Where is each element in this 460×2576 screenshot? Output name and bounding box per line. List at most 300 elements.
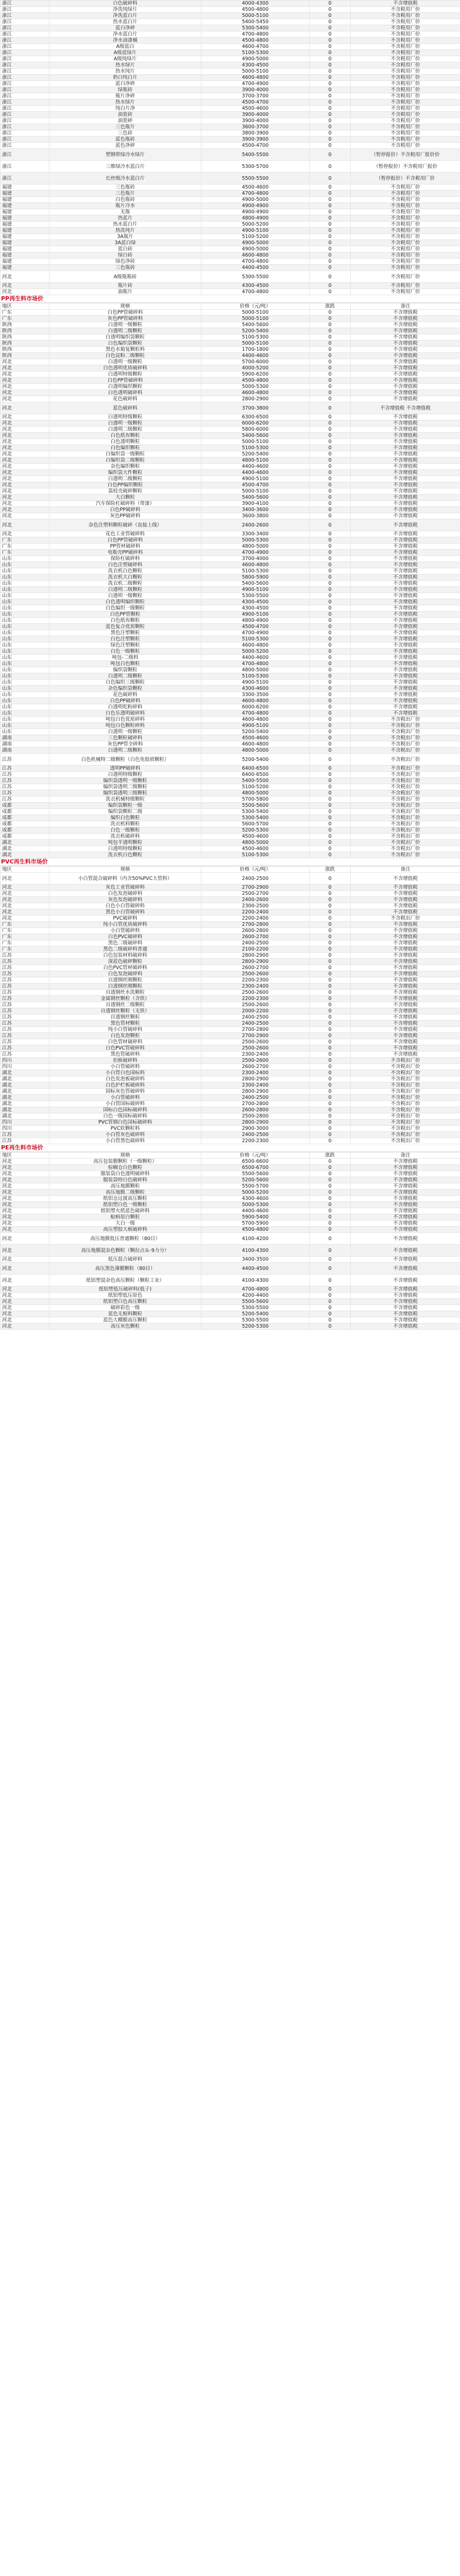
region-cell: 山东 [1,581,49,587]
price-cell: 5200-5400 [201,754,310,766]
spec-cell: 白色PVC管破碎料 [49,1045,201,1052]
region-cell: 四川 [1,1126,49,1132]
region-cell: 浙江 [1,161,49,173]
price-cell: 5300-5500 [201,271,310,283]
price-cell: 4900-5100 [201,476,310,482]
note-cell: 不含增值税 [351,513,460,519]
region-cell: 河北 [1,1233,49,1245]
table-row [1,649,460,655]
spec-cell: 白色注塑破碎料 [49,562,201,568]
spec-cell: 白色破碎料 [49,1,201,7]
change-cell: 0 [310,50,351,56]
table-row [1,265,460,271]
price-cell: 4700-4900 [201,630,310,636]
note-cell: 不含增值税 [351,1196,460,1202]
price-cell: 2200-2300 [201,977,310,984]
change-cell: 0 [310,234,351,240]
table-row [1,1214,460,1221]
note-cell: 不含税出厂价 [351,840,460,846]
price-cell: 2800-2900 [201,953,310,959]
change-cell: 0 [310,44,351,50]
price-cell: 5300-5700 [201,161,310,173]
region-cell: 浙江 [1,81,49,87]
price-cell: 4400-4500 [201,265,310,271]
note-cell: 不含增值税 [351,1202,460,1208]
price-cell: 4700-4900 [201,550,310,556]
table-row [1,50,460,56]
region-cell: 江苏 [1,990,49,996]
table-row [1,445,460,451]
region-cell: 江苏 [1,996,49,1002]
price-cell: 5100-5300 [201,673,310,680]
region-cell: 河北 [1,531,49,537]
price-cell: 4700-4800 [201,191,310,197]
change-cell: 0 [310,507,351,513]
region-cell: 江苏 [1,953,49,959]
spec-cell: 蓝白净碎 [49,81,201,87]
region-cell: 陕西 [1,328,49,334]
region-cell: 江苏 [1,796,49,803]
column-header: 规格 [49,1153,201,1159]
table-row [1,433,460,439]
change-cell: 0 [310,873,351,885]
spec-cell: 白透明二级颗粒 [49,748,201,754]
spec-cell: 白色一级颗粒 [49,649,201,655]
price-cell: 2100-2200 [201,946,310,953]
region-cell: 浙江 [1,1,49,7]
table-row [1,106,460,112]
price-cell: 5000-5300 [201,537,310,544]
pet-section [0,0,460,295]
price-cell: 4500-4600 [201,735,310,741]
table-row [1,371,460,378]
table-row [1,197,460,203]
column-header: 规格 [49,303,201,310]
note-cell: 不含增值税 [351,347,460,353]
change-cell: 0 [310,347,351,353]
spec-cell: 3A蓝白绿 [49,240,201,246]
price-cell: 4500-4800 [201,38,310,44]
table-row [1,809,460,815]
change-cell: 0 [310,834,351,840]
price-cell: 4900-5100 [201,612,310,618]
change-cell: 0 [310,544,351,550]
table-row [1,965,460,971]
spec-cell: 编织袋颗粒一级 [49,803,201,809]
region-cell: 浙江 [1,75,49,81]
spec-cell: 吨包半透明颗粒 [49,840,201,846]
note-cell: 不含增值税 [351,310,460,316]
note-cell: 不含税用厂价 [351,118,460,124]
note-cell: 不含税用厂价 [351,259,460,265]
spec-cell: 花色破碎料 [49,396,201,402]
region-cell: 山东 [1,618,49,624]
table-row [1,1221,460,1227]
region-cell: 成都 [1,803,49,809]
note-cell: 不含增值税 [351,680,460,686]
table-row [1,246,460,252]
region-cell: 河北 [1,464,49,470]
region-cell: 浙江 [1,106,49,112]
region-cell: 河北 [1,507,49,513]
spec-cell: 纸铝塑白色一级颗粒 [49,1202,201,1208]
table-row [1,476,460,482]
spec-cell: 白色透明破碎料 [49,390,201,396]
change-cell: 0 [310,729,351,735]
price-cell: 2400-2500 [201,940,310,946]
column-header: 价格（元/吨） [201,867,310,873]
note-cell: 不含增值税 [351,990,460,996]
region-cell: 河北 [1,402,49,414]
note-cell: 不含增值税 [351,692,460,698]
spec-cell: 小白管破碎料 [49,928,201,934]
region-cell: 湖北 [1,852,49,858]
change-cell: 0 [310,1263,351,1275]
change-cell: 0 [310,1033,351,1039]
note-cell: 不含税用厂价 [351,106,460,112]
table-row [1,544,460,550]
note-cell: 不含增值税 [351,959,460,965]
change-cell: 0 [310,772,351,778]
table-row [1,203,460,209]
change-cell: 0 [310,322,351,328]
note-cell: 不含税出厂价 [351,766,460,772]
price-cell: 2800-2900 [201,1076,310,1082]
note-cell: 不含税出厂价 [351,803,460,809]
table-row [1,922,460,928]
table-row [1,846,460,852]
spec-cell: 灰色工业管破碎料 [49,885,201,891]
spec-cell: 蛤蚪原白颗粒 [49,1214,201,1221]
table-row [1,482,460,488]
change-cell: 0 [310,1245,351,1257]
spec-cell: 白色护栏板破碎料 [49,1082,201,1089]
region-cell: 山东 [1,630,49,636]
table-row [1,636,460,642]
change-cell: 0 [310,1039,351,1045]
table-row [1,680,460,686]
table-row [1,984,460,990]
note-cell: 不含税用厂价 [351,25,460,31]
price-cell: 3300-3500 [201,692,310,698]
table-row [1,940,460,946]
price-cell: 4000-4300 [201,1,310,7]
table-row [1,1002,460,1008]
change-cell: 0 [310,1120,351,1126]
table-row [1,328,460,334]
note-cell: 不含增值税 [351,1014,460,1021]
note-cell: 不含税出厂价 [351,748,460,754]
note-cell: 不含增值税 [351,1221,460,1227]
region-cell: 四川 [1,1058,49,1064]
pp-title: PP再生料市场价 [0,295,460,303]
region-cell: 山东 [1,599,49,605]
region-cell: 浙江 [1,69,49,75]
change-cell: 0 [310,31,351,38]
spec-cell: PVC破碎料 [49,916,201,922]
note-cell: 不含增值税 [351,897,460,903]
price-cell: 5500-5700 [201,1183,310,1190]
region-cell: 广东 [1,934,49,940]
spec-cell: 灰色PP破碎料 [49,513,201,519]
table-row [1,821,460,827]
region-cell: 河北 [1,885,49,891]
note-cell: 不含税出厂价 [351,1138,460,1144]
price-cell: 6500-6700 [201,1165,310,1171]
table-row [1,977,460,984]
price-cell: 3700-4000 [201,556,310,562]
note-cell: 不含增值税 [351,1214,460,1221]
note-cell: 不含税用厂价 [351,99,460,106]
table-row [1,228,460,234]
price-cell: 4700-4800 [201,289,310,295]
price-cell: 4900-5000 [201,197,310,203]
note-cell: 不含税出厂价 [351,754,460,766]
note-cell: 不含增值税 [351,341,460,347]
price-cell: 5500-5500 [201,173,310,184]
spec-cell: 白色一级颗粒 [49,827,201,834]
region-cell: 福建 [1,228,49,234]
note-cell: 不含增值税 [351,439,460,445]
table-row [1,1317,460,1324]
change-cell: 0 [310,161,351,173]
spec-cell: 三色瓶片 [49,124,201,130]
note-cell: 不含税出厂价 [351,796,460,803]
pe-table [0,1152,460,1330]
note-cell: 不含增值税 [351,445,460,451]
spec-cell: 编织袋透明一级颗粒 [49,778,201,784]
region-cell: 江苏 [1,1132,49,1138]
change-cell: 0 [310,574,351,581]
spec-cell: 白透明二级颗粒 [49,673,201,680]
change-cell: 0 [310,427,351,433]
change-cell: 0 [310,717,351,723]
region-cell: 山东 [1,612,49,618]
change-cell: 0 [310,1275,351,1286]
price-cell: 5400-5600 [201,581,310,587]
price-cell: 4900-5100 [201,228,310,234]
change-cell: 0 [310,667,351,673]
table-row [1,31,460,38]
price-cell: 4300-4600 [201,1196,310,1202]
price-cell: 2600-2700 [201,934,310,940]
table-row [1,130,460,137]
region-cell: 陕西 [1,353,49,359]
table-row [1,729,460,735]
table-row [1,916,460,922]
spec-cell: 灰色PP管破碎料 [49,316,201,322]
spec-cell: 白透明特级颗粒 [49,414,201,420]
table-row [1,748,460,754]
note-cell: 不含增值税 [351,940,460,946]
change-cell: 0 [310,1299,351,1305]
change-cell: 0 [310,1045,351,1052]
table-row [1,1058,460,1064]
column-header: 涨跌 [310,867,351,873]
note-cell: 不含税用厂价 [351,215,460,222]
table-row [1,359,460,365]
spec-cell: 小白管破碎料 [49,1095,201,1101]
spec-cell: 黑色注塑颗粒 [49,630,201,636]
change-cell: 0 [310,283,351,289]
spec-cell: 蓝色瓶砖 [49,137,201,143]
table-row [1,396,460,402]
region-cell: 河北 [1,891,49,897]
region-cell: 陕西 [1,341,49,347]
price-cell: 4600-4800 [201,390,310,396]
price-cell: 3400-3500 [201,1257,310,1263]
region-cell: 陕西 [1,322,49,328]
change-cell: 0 [310,1,351,7]
table-row [1,717,460,723]
table-row [1,1190,460,1196]
note-cell: 不含税出厂价 [351,1101,460,1107]
price-cell: 5100-5300 [201,50,310,56]
change-cell: 0 [310,402,351,414]
table-row [1,618,460,624]
change-cell: 0 [310,996,351,1002]
spec-cell: 塑钢带绿冷水绿片 [49,149,201,161]
region-cell: 成都 [1,827,49,834]
region-cell: 河北 [1,359,49,365]
note-cell: 不含税用厂价 [351,19,460,25]
price-cell: 2500-2600 [201,1058,310,1064]
note-cell: 不含增值税 [351,550,460,556]
price-cell: 2400-2500 [201,1132,310,1138]
price-cell: 2500-2600 [201,971,310,977]
price-cell: 4500-4600 [201,184,310,191]
spec-cell: 长丝级冷水蓝白片 [49,173,201,184]
price-cell: 2800-2900 [201,1120,310,1126]
note-cell: 不含税出厂价 [351,916,460,922]
price-cell: 5000-5200 [201,222,310,228]
price-cell: 5400-5500 [201,149,310,161]
table-row [1,1165,460,1171]
region-cell: 山东 [1,680,49,686]
pvc-table [0,866,460,1144]
change-cell: 0 [310,420,351,427]
region-cell: 山东 [1,698,49,704]
spec-cell: 3A瓶片 [49,234,201,240]
note-cell: 不含增值税 [351,581,460,587]
note-cell: 不含税用厂价 [351,252,460,259]
price-cell: 5000-5100 [201,316,310,322]
change-cell: 0 [310,686,351,692]
region-cell: 江苏 [1,959,49,965]
price-cell: 4600-4800 [201,562,310,568]
change-cell: 0 [310,568,351,574]
table-row [1,1171,460,1177]
spec-cell: 绿色净砖 [49,259,201,265]
change-cell: 0 [310,439,351,445]
note-cell: 不含税用厂价 [351,69,460,75]
table-row [1,173,460,184]
region-cell: 浙江 [1,137,49,143]
change-cell: 0 [310,378,351,384]
region-cell: 四川 [1,1064,49,1070]
change-cell: 0 [310,1202,351,1208]
table-row [1,209,460,215]
spec-cell: 黑色管材颗粒 [49,1021,201,1027]
price-cell: 2400-2500 [201,873,310,885]
note-cell: 不含增值税 [351,903,460,909]
note-cell: 不含税出厂价 [351,772,460,778]
note-cell: 不含增值税 [351,1190,460,1196]
price-cell: 5900-5400 [201,1214,310,1221]
change-cell: 0 [310,25,351,31]
table-row [1,1202,460,1208]
spec-cell: 灰色发泡破碎料 [49,897,201,903]
change-cell: 0 [310,476,351,482]
region-cell: 江苏 [1,1033,49,1039]
price-cell: 2300-2400 [201,1082,310,1089]
price-cell: 5500-5600 [201,1171,310,1177]
spec-cell: 纸铝塑低压原色 [49,1293,201,1299]
change-cell: 0 [310,934,351,940]
table-row [1,1324,460,1330]
price-cell: 5100-5200 [201,234,310,240]
price-cell: 4700-4800 [201,661,310,667]
spec-cell: A级蓝绿片 [49,50,201,56]
change-cell: 0 [310,118,351,124]
spec-cell: 白色PP管颗粒 [49,612,201,618]
change-cell: 0 [310,341,351,347]
region-cell: 浙江 [1,118,49,124]
change-cell: 0 [310,1002,351,1008]
table-row [1,673,460,680]
region-cell: 河北 [1,476,49,482]
price-cell: 4100-4300 [201,1275,310,1286]
note-cell: 不含增值税 [351,365,460,371]
spec-cell: 高压包装膜颗粒（一级颗粒） [49,1159,201,1165]
change-cell: 0 [310,1208,351,1214]
price-cell: 6300-6500 [201,414,310,420]
spec-cell: 无瓶 [49,209,201,215]
note-cell: 不含增值税 [351,1002,460,1008]
change-cell: 0 [310,673,351,680]
note-cell: 不含增值税 [351,605,460,612]
note-cell: 不含税出厂价 [351,790,460,796]
note-cell: 不含税用厂价 [351,234,460,240]
spec-cell: 热水纯片 [49,69,201,75]
note-cell: 不含税用厂价 [351,283,460,289]
note-cell: 不含增值税 [351,574,460,581]
spec-cell: 白色透明编织颗粒 [49,599,201,605]
price-cell: 2700-2900 [201,1033,310,1039]
change-cell: 0 [310,1159,351,1165]
table-row [1,655,460,661]
spec-cell: 白透明一级颗粒 [49,420,201,427]
price-cell: 4800-5000 [201,790,310,796]
price-cell: 5300-5400 [201,809,310,815]
region-cell: 浙江 [1,13,49,19]
table-row [1,612,460,618]
price-cell: 5000-5200 [201,649,310,655]
spec-cell: 白透明二级颗粒 [49,427,201,433]
price-cell: 5200-5300 [201,1324,310,1330]
price-cell: 4800-5000 [201,667,310,673]
note-cell: 不含税出厂价 [351,1113,460,1120]
price-cell: 3700-3800 [201,402,310,414]
price-cell: 5200-5300 [201,827,310,834]
note-cell: 不含增值税 [351,1033,460,1039]
region-cell: 福建 [1,209,49,215]
note-cell: 不含增值税 [351,470,460,476]
change-cell: 0 [310,228,351,234]
table-row [1,1101,460,1107]
table-row [1,384,460,390]
spec-cell: 三色瓶片 [49,191,201,197]
